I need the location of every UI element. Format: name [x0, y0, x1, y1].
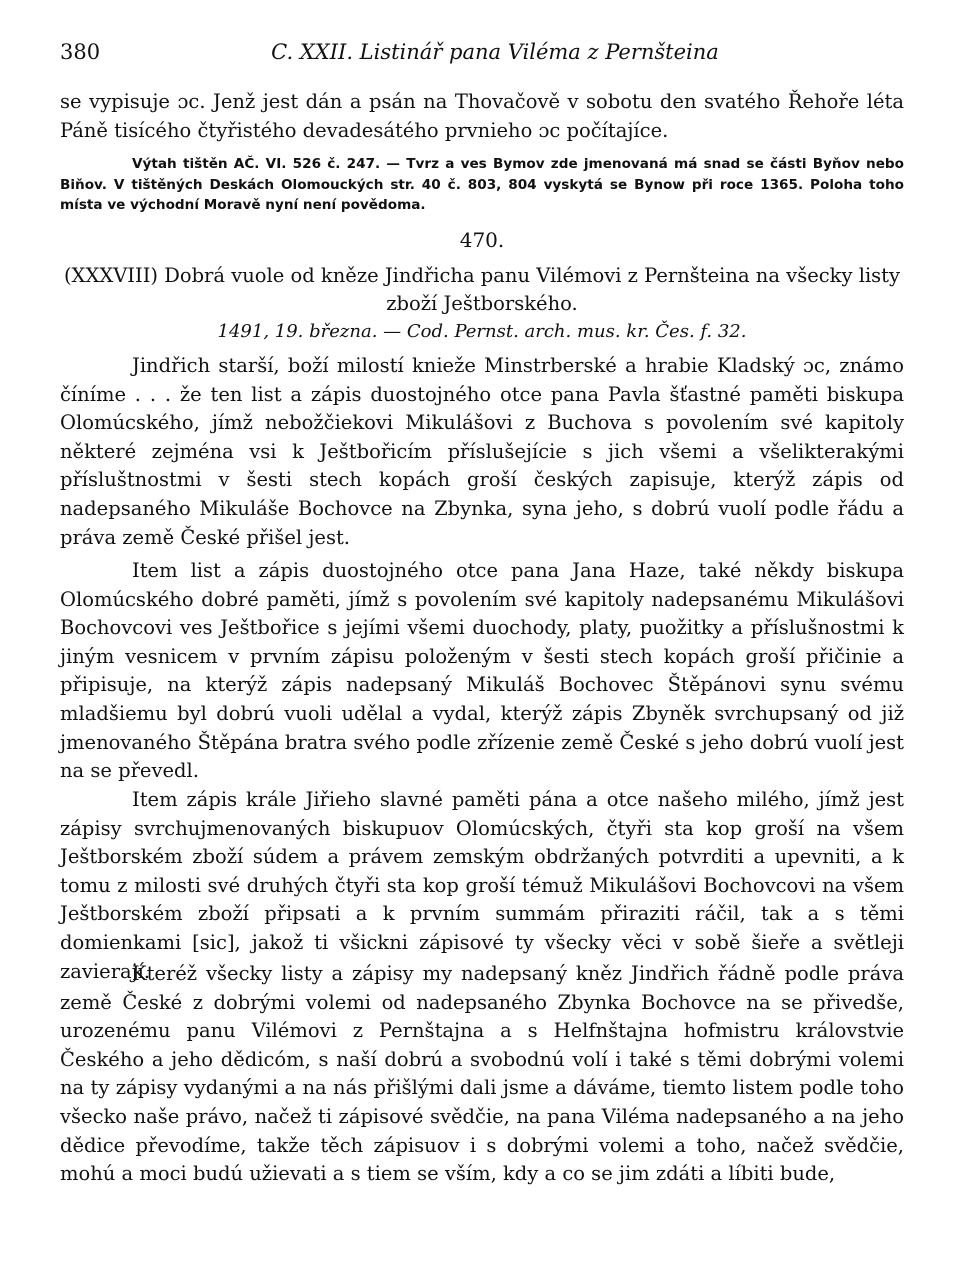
body-paragraph-3: Item zápis krále Jiřieho slavné paměti pána a otce našeho milého, jímž jest zápisy svrchujmenovaných biskupuov Olomúcských, čtyři sta kop groší na všem Ještborském zboží súdem a právem zemským obdržaných potvrditi a upevniti, a k tomu z milosti své druhých čtyři sta kop groší témuž Mikulášovi Bochovcovi na všem Ještborském zboží připsati a k prvním summám přiraziti ráčil, tak a s těmi domienkami [sic], jakož ti všickni zápisové ty všecky věci v sobě šieře a světleji zavierají. [60, 788, 904, 983]
document-title: (XXXVIII) Dobrá vuole od kněze Jindřicha panu Vilémovi z Pernšteina na všecky listy zboží Ještborského. [63, 264, 901, 315]
editorial-note: Výtah tištěn AČ. VI. 526 č. 247. — Tvrz a ves Bymov zde jmenovaná má snad se části Byňov nebo Biňov. V tištěných Deskách Olomouckých str. 40 č. 803, 804 vyskytá se Bynow při roce 1365. Poloha toho místa ve východní Moravě nyní není povědoma. [60, 156, 904, 213]
running-title: C. XXII. Listinář pana Viléma z Pernšteina [271, 40, 719, 64]
page-header [60, 40, 910, 70]
document-number: 470. [459, 228, 505, 252]
body-paragraph-1: Jindřich starší, boží milostí knieže Minstrberské a hrabie Kladský ɔc, známo číníme . . . že ten list a zápis duostojného otce pana Pavla šťastné paměti biskupa Olomúcského, jímž nebožčiekovi Mikulášovi z Buchova s povolením své kapitoly některé zejména vsi k Ještbořicím příslušejície s jich všemi a všelikterakými přísluštnostmi v šesti stech kopách groší českých zapisuje, kterýž zápis od nadepsaného Mikuláše Bochovce na Zbynka, syna jeho, s dobrú vuolí podle řádu a práva země České přišel jest. [60, 354, 904, 549]
body-paragraph-2: Item list a zápis duostojného otce pana Jana Haze, také někdy biskupa Olomúcského dobré paměti, jímž s povolením své kapitoly nadepsanému Mikulášovi Bochovcovi ves Ještbořice s jejími všemi duochody, platy, puožitky a příslušnostmi k jiným vesnicem v prvním zápisu položeným v šesti stech kopách groší přičinie a připisuje, na kterýž zápis nadepsaný Mikuláš Bochovec Štěpánovi synu svému mladšiemu byl dobrú vuoli udělal a vydal, kterýž zápis Zbyněk svrchupsaný od již jmenovaného Štěpána bratra svého podle zřízenie země České s jeho dobrú vuolí jest na se převedl. [60, 559, 904, 783]
document-date: 1491, 19. března. — Cod. Pernst. arch. mus. kr. Čes. f. 32. [217, 321, 747, 342]
continued-paragraph: se vypisuje ɔc. Jenž jest dán a psán na Thovačově v sobotu den svatého Řehoře léta Páně tisícého čtyřistého devadesátého prvnieho ɔc počítajíce. [60, 90, 904, 142]
page-number: 380 [60, 40, 101, 64]
body-paragraph-4: Kteréž všecky listy a zápisy my nadepsaný kněz Jindřich řádně podle práva země České z dobrými volemi od nadepsaného Zbynka Bochovce na se přivedše, urozenému panu Vilémovi z Pernštajna a s Helfnštajna hofmistru královstvie Českého a jeho dědicóm, s naší dobrú a svobodnú volí i také s těmi dobrými volemi na ty zápisy vydanými a na nás přišlými dali jsme a dáváme, tiemto listem podle toho všecko naše právo, načež ti zápisové svědčie, na pana Viléma nadepsaného a na jeho dědice převodíme, takže těch zápisuov i s dobrými volemi a toho, načež svědčie, mohú a moci budú užievati a s tiem se vším, kdy a co se jim zdáti a líbiti bude, [60, 962, 904, 1186]
